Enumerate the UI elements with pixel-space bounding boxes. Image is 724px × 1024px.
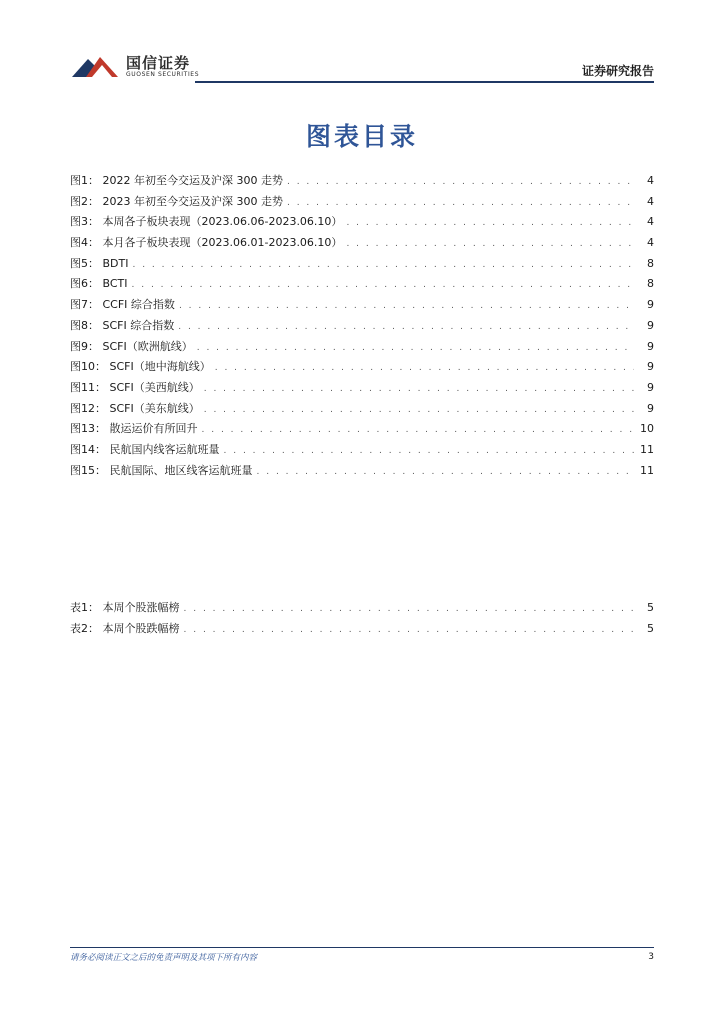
table-list [70, 598, 654, 639]
figure-entry[interactable] [70, 440, 654, 461]
dot-leader [132, 255, 634, 276]
report-type-label: 证券研究报告 [581, 64, 654, 78]
figure-entry-label: 图8： SCFI 综合指数 [70, 318, 175, 332]
figure-entry-label: 图15： 民航国际、地区线客运航班量 [70, 463, 253, 477]
dot-leader [346, 213, 634, 234]
figure-entry[interactable] [70, 212, 654, 233]
company-name: 国信证券 [126, 54, 191, 72]
figure-entry[interactable] [70, 419, 654, 440]
figure-entry-page-number: 11 [640, 442, 654, 456]
table-entry[interactable] [70, 598, 654, 619]
dot-leader [287, 172, 634, 193]
figure-entry[interactable] [70, 171, 654, 192]
figure-entry[interactable] [70, 357, 654, 378]
dot-leader [179, 296, 634, 317]
figure-entry-page-number: 4 [647, 174, 654, 187]
footer-divider [70, 947, 654, 948]
figure-entry-label: 图6： BCTI [70, 277, 128, 291]
guosen-logo-icon [70, 51, 120, 81]
figure-entry-page-number: 8 [647, 256, 654, 270]
figure-entry[interactable] [70, 399, 654, 420]
figure-entry[interactable] [70, 295, 654, 316]
dot-leader [178, 317, 634, 338]
figure-entry-page-number: 10 [640, 422, 654, 436]
figure-entry-label: 图13： 散运运价有所回升 [70, 422, 198, 436]
figure-entry-label: 图10： SCFI（地中海航线） [70, 360, 211, 374]
table-entry[interactable] [70, 619, 654, 640]
figure-entry-page-number: 8 [647, 277, 654, 291]
figure-entry[interactable] [70, 192, 654, 213]
dot-leader [224, 441, 635, 462]
table-entry-label: 表2： 本周个股跌幅榜 [70, 621, 180, 635]
dot-leader [184, 599, 635, 620]
figure-entry[interactable] [70, 274, 654, 295]
figure-entry-label: 图3： 本周各子板块表现（2023.06.06-2023.06.10） [70, 215, 343, 229]
figure-entry-page-number: 9 [647, 298, 654, 312]
company-name-en: GUOSEN SECURITIES [126, 71, 200, 78]
figure-entry-label: 图14： 民航国内线客运航班量 [70, 442, 220, 456]
page-number: 3 [648, 952, 654, 962]
figure-entry-label: 图11： SCFI（美西航线） [70, 380, 200, 394]
figure-entry[interactable] [70, 316, 654, 337]
figure-entry[interactable] [70, 254, 654, 275]
figure-entry-page-number: 9 [647, 360, 654, 374]
figure-entry-label: 图7： CCFI 综合指数 [70, 298, 175, 312]
figure-list [70, 171, 654, 481]
figure-entry[interactable] [70, 337, 654, 358]
dot-leader [204, 400, 634, 421]
figure-entry[interactable] [70, 233, 654, 254]
figure-entry-page-number: 9 [647, 380, 654, 394]
dot-leader [184, 620, 635, 641]
dot-leader [257, 462, 635, 483]
figure-entry-label: 图4： 本月各子板块表现（2023.06.01-2023.06.10） [70, 236, 343, 250]
figure-entry-label: 图12： SCFI（美东航线） [70, 401, 200, 415]
table-entry-page-number: 5 [647, 621, 654, 635]
dot-leader [202, 420, 635, 441]
dot-leader [204, 379, 634, 400]
dot-leader [346, 234, 634, 255]
figure-entry[interactable] [70, 461, 654, 482]
figure-entry-page-number: 9 [647, 318, 654, 332]
header-divider [195, 81, 654, 83]
table-entry-label: 表1： 本周个股涨幅榜 [70, 601, 180, 614]
figure-entry[interactable] [70, 378, 654, 399]
figure-entry-page-number: 4 [647, 236, 654, 250]
figure-entry-page-number: 9 [647, 339, 654, 353]
dot-leader [287, 193, 634, 214]
figure-entry-page-number: 4 [647, 194, 654, 208]
figure-entry-page-number: 9 [647, 401, 654, 415]
figure-entry-page-number: 4 [647, 215, 654, 229]
dot-leader [197, 338, 634, 359]
disclaimer-text: 请务必阅读正文之后的免责声明及其项下所有内容 [70, 953, 258, 963]
page-title: 图表目录 [305, 122, 418, 151]
figure-entry-label: 图9： SCFI（欧洲航线） [70, 339, 193, 353]
dot-leader [132, 275, 635, 296]
dot-leader [215, 358, 634, 379]
figure-entry-label: 图5： BDTI [70, 256, 129, 270]
figure-entry-label: 图2： 2023 年初至今交运及沪深 300 走势 [70, 194, 283, 208]
figure-entry-page-number: 11 [640, 463, 654, 477]
table-entry-page-number: 5 [647, 601, 654, 614]
figure-entry-label: 图1： 2022 年初至今交运及沪深 300 走势 [70, 174, 283, 187]
